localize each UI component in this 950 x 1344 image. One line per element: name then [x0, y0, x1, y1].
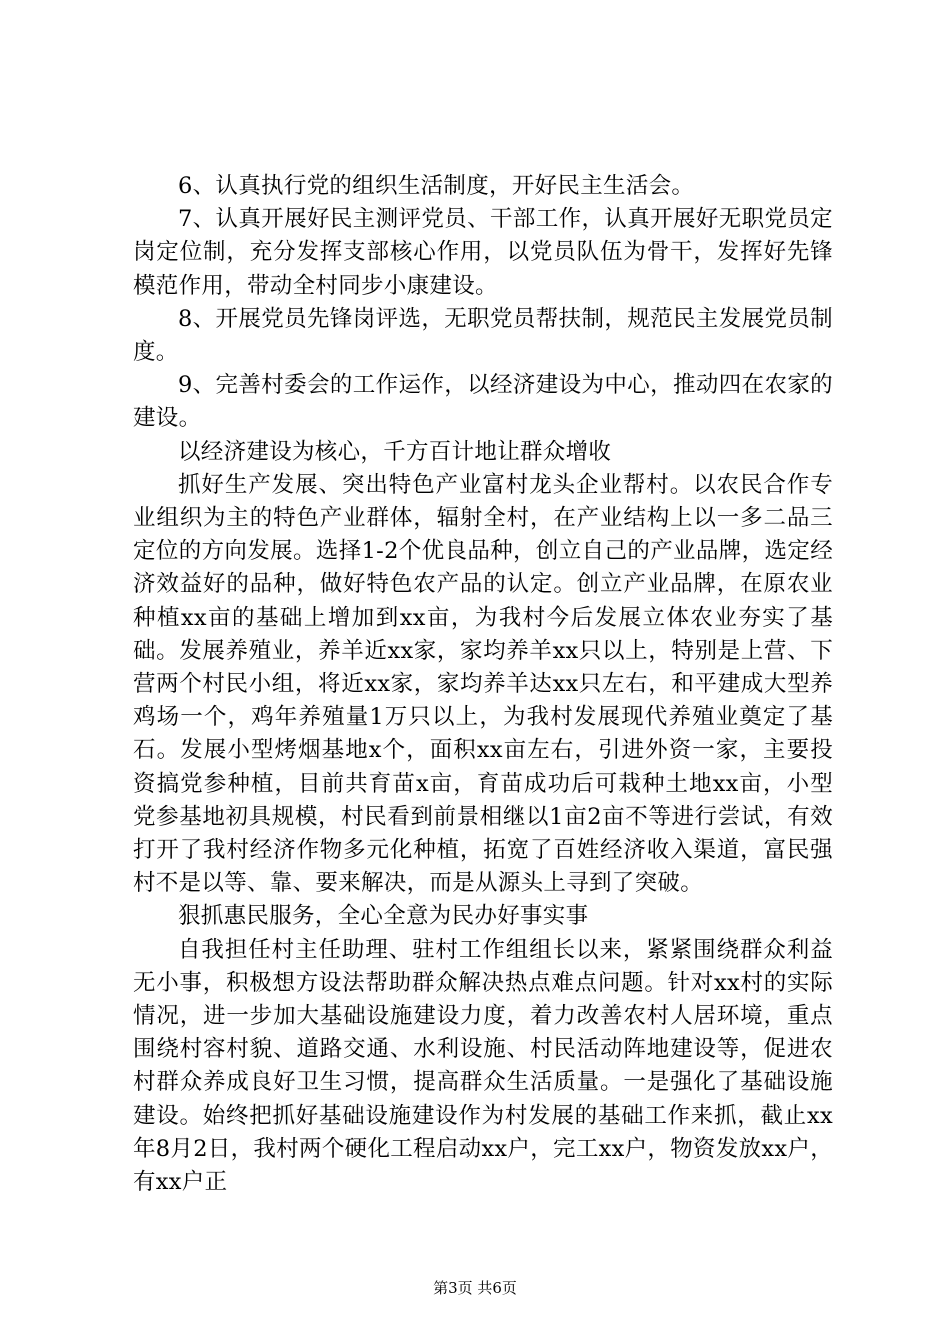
- paragraph-economy: 抓好生产发展、突出特色产业富村龙头企业帮村。以农民合作专业组织为主的特色产业群体，辐射全村，在产业结构上以一多二品三定位的方向发展。选择1-2个优良品种，创立自己的产业品牌，选定经济效益好的品种，做好特色农产品的认定。创立产业品牌，在原农业种植xx亩的基础上增加到xx亩，为我村今后发展立体农业夯实了基础。发展养殖业，养羊近xx家，家均养羊xx只以上，特别是上营、下营两个村民小组，将近xx家，家均养羊达xx只左右，和平建成大型养鸡场一个，鸡年养殖量1万只以上，为我村发展现代养殖业奠定了基石。发展小型烤烟基地x个，面积xx亩左右，引进外资一家，主要投资搞党参种植，目前共育苗x亩，育苗成功后可栽种土地xx亩，小型党参基地初具规模，村民看到前景相继以1亩2亩不等进行尝试，有效打开了我村经济作物多元化种植，拓宽了百姓经济收入渠道，富民强村不是以等、靠、要来解决，而是从源头上寻到了突破。: [133, 471, 833, 897]
- paragraph-item-8: 8、开展党员先锋岗评选，无职党员帮扶制，规范民主发展党员制度。: [133, 305, 833, 366]
- paragraph-item-7: 7、认真开展好民主测评党员、干部工作，认真开展好无职党员定岗定位制，充分发挥支部核心作用，以党员队伍为骨干，发挥好先锋模范作用，带动全村同步小康建设。: [133, 206, 833, 299]
- page-footer: 第3页 共6页: [433, 1279, 517, 1297]
- paragraph-item-9: 9、完善村委会的工作运作，以经济建设为中心，推动四在农家的建设。: [133, 372, 833, 432]
- document-body: [133, 170, 833, 1199]
- paragraph-item-6: 6、认真执行党的组织生活制度，开好民主生活会。: [178, 173, 695, 199]
- section-heading-service: 狠抓惠民服务，全心全意为民办好事实事: [178, 903, 589, 930]
- section-heading-economy: 以经济建设为核心，千方百计地让群众增收: [178, 438, 612, 465]
- paragraph-service: 自我担任村主任助理、驻村工作组组长以来，紧紧围绕群众利益无小事，积极想方设法帮助群众解决热点难点问题。针对xx村的实际情况，进一步加大基础设施建设力度，着力改善农村人居环境，重点围绕村容村貌、道路交通、水利设施、村民活动阵地建设等，促进农村群众养成良好卫生习惯，提高群众生活质量。一是强化了基础设施建设。始终把抓好基础设施建设作为村发展的基础工作来抓，截止xx年8月2日，我村两个硬化工程启动xx户，完工xx户，物资发放xx户，有xx户正: [133, 936, 833, 1196]
